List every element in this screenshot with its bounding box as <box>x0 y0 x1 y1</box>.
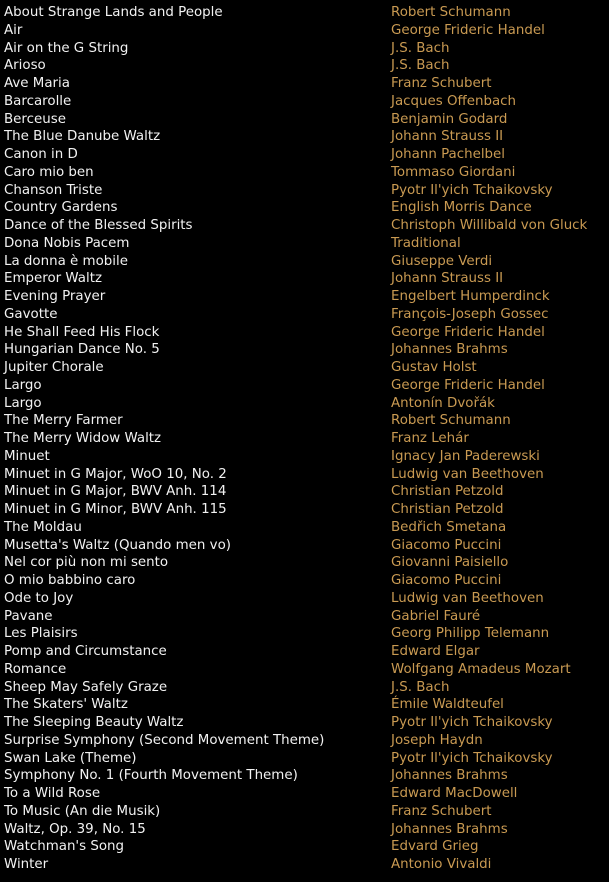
song-title: Watchman's Song <box>4 839 125 855</box>
song-title: Canon in D <box>4 147 78 162</box>
list-item <box>0 483 609 501</box>
song-composer: Antonín Dvořák <box>391 395 495 411</box>
song-title: Swan Lake (Theme) <box>4 750 137 766</box>
list-item <box>0 377 609 395</box>
song-title: Ave Maria <box>4 76 70 91</box>
song-composer: Antonio Vivaldi <box>391 857 492 872</box>
list-item <box>0 412 609 430</box>
list-item <box>0 732 609 750</box>
song-title: Waltz, Op. 39, No. 15 <box>4 821 146 837</box>
list-item <box>0 128 609 146</box>
song-title: Largo <box>4 377 42 393</box>
list-item <box>0 270 609 288</box>
song-composer: Johann Strauss II <box>391 129 504 145</box>
list-item <box>0 821 609 839</box>
song-composer: Johannes Brahms <box>391 342 508 358</box>
song-title: Hungarian Dance No. 5 <box>4 342 160 358</box>
song-composer: Christian Petzold <box>391 484 504 500</box>
song-composer: Robert Schumann <box>391 5 511 20</box>
song-composer: Johannes Brahms <box>391 768 508 784</box>
list-item <box>0 590 609 608</box>
song-composer: Christian Petzold <box>391 502 504 517</box>
song-composer: Gustav Holst <box>391 360 477 375</box>
song-composer: Edward Elgar <box>391 644 480 659</box>
list-item <box>0 395 609 413</box>
list-item <box>0 448 609 466</box>
song-title: Gavotte <box>4 306 58 322</box>
song-title: Musetta's Waltz (Quando men vo) <box>4 537 231 553</box>
song-title: The Sleeping Beauty Waltz <box>4 715 184 730</box>
song-title: About Strange Lands and People <box>4 5 223 20</box>
song-composer: J.S. Bach <box>391 679 450 695</box>
song-title: Air on the G String <box>4 40 129 56</box>
list-item <box>0 146 609 164</box>
song-title: To Music (An die Musik) <box>4 803 161 819</box>
list-item <box>0 608 609 626</box>
song-title: Country Gardens <box>4 200 118 216</box>
song-title: Emperor Waltz <box>4 271 102 287</box>
list-item <box>0 519 609 537</box>
song-composer: Christoph Willibald von Gluck <box>391 218 588 233</box>
song-title: He Shall Feed His Flock <box>4 324 160 340</box>
list-item <box>0 679 609 697</box>
song-composer: Ignacy Jan Paderewski <box>391 448 540 464</box>
list-item <box>0 40 609 58</box>
song-title: The Moldau <box>4 519 82 535</box>
song-title: Barcarolle <box>4 93 72 109</box>
song-title: Symphony No. 1 (Fourth Movement Theme) <box>4 768 298 784</box>
song-title: Caro mio ben <box>4 164 94 180</box>
song-title: Air <box>4 22 23 38</box>
list-item <box>0 537 609 555</box>
list-item <box>0 182 609 200</box>
song-composer: Traditional <box>391 235 461 251</box>
song-title: Les Plaisirs <box>4 626 78 642</box>
song-title: O mio babbino caro <box>4 573 136 588</box>
song-composer: Giuseppe Verdi <box>391 253 493 269</box>
song-composer: George Frideric Handel <box>391 377 545 393</box>
song-title: Winter <box>4 857 49 872</box>
song-title: Minuet in G Major, BWV Anh. 114 <box>4 484 227 500</box>
song-title: The Merry Farmer <box>4 413 123 429</box>
song-composer: J.S. Bach <box>391 58 450 74</box>
song-composer: Pyotr Il'yich Tchaikovsky <box>391 182 553 198</box>
song-list <box>0 4 609 874</box>
song-composer: George Frideric Handel <box>391 324 545 340</box>
list-item <box>0 199 609 217</box>
list-item <box>0 235 609 253</box>
song-title: Dance of the Blessed Spirits <box>4 218 193 233</box>
list-item <box>0 466 609 484</box>
song-composer: Giacomo Puccini <box>391 573 502 588</box>
song-composer: Giovanni Paisiello <box>391 555 509 571</box>
song-composer: Joseph Haydn <box>391 732 483 748</box>
song-title: Chanson Triste <box>4 182 103 198</box>
list-item <box>0 359 609 377</box>
list-item <box>0 111 609 129</box>
song-composer: Giacomo Puccini <box>391 537 502 553</box>
song-title: The Skaters' Waltz <box>4 697 128 713</box>
song-composer: Johannes Brahms <box>391 821 508 837</box>
song-composer: Bedřich Smetana <box>391 519 507 535</box>
list-item <box>0 625 609 643</box>
song-composer: Robert Schumann <box>391 413 511 429</box>
list-item <box>0 696 609 714</box>
list-item <box>0 714 609 732</box>
song-title: To a Wild Rose <box>4 786 101 801</box>
song-title: Nel cor più non mi sento <box>4 555 169 571</box>
song-composer: Georg Philipp Telemann <box>391 626 550 642</box>
song-title: Ode to Joy <box>4 590 74 606</box>
list-item <box>0 501 609 519</box>
song-title: Dona Nobis Pacem <box>4 235 130 251</box>
song-title: The Blue Danube Waltz <box>4 129 161 145</box>
list-item <box>0 253 609 271</box>
song-composer: Tommaso Giordani <box>391 164 516 180</box>
list-item <box>0 324 609 342</box>
list-item <box>0 341 609 359</box>
song-title: Arioso <box>4 58 46 74</box>
song-composer: Pyotr Il'yich Tchaikovsky <box>391 750 553 766</box>
song-composer: Émile Waldteufel <box>391 697 504 713</box>
list-item <box>0 554 609 572</box>
list-item <box>0 430 609 448</box>
song-composer: Edvard Grieg <box>391 839 479 855</box>
song-composer: Johann Pachelbel <box>391 147 506 162</box>
song-composer: Franz Schubert <box>391 76 492 91</box>
list-item <box>0 767 609 785</box>
list-item <box>0 164 609 182</box>
song-title: Largo <box>4 395 42 411</box>
list-item <box>0 785 609 803</box>
song-composer: Engelbert Humperdinck <box>391 289 550 304</box>
song-composer: Gabriel Fauré <box>391 608 481 624</box>
song-composer: Franz Schubert <box>391 803 492 819</box>
list-item <box>0 750 609 768</box>
song-composer: J.S. Bach <box>391 40 450 56</box>
song-title: The Merry Widow Waltz <box>4 431 162 446</box>
song-title: Minuet <box>4 448 50 464</box>
song-title: Berceuse <box>4 111 66 127</box>
list-item <box>0 661 609 679</box>
song-title: Romance <box>4 661 67 677</box>
song-title: La donna è mobile <box>4 253 128 269</box>
list-item <box>0 803 609 821</box>
song-title: Surprise Symphony (Second Movement Theme) <box>4 732 325 748</box>
song-composer: Benjamin Godard <box>391 111 508 127</box>
song-composer: English Morris Dance <box>391 200 532 216</box>
song-title: Pomp and Circumstance <box>4 644 167 659</box>
list-item <box>0 22 609 40</box>
song-composer: Jacques Offenbach <box>391 93 517 109</box>
song-composer: Ludwig van Beethoven <box>391 466 544 482</box>
list-item <box>0 838 609 856</box>
list-item <box>0 306 609 324</box>
song-composer: Ludwig van Beethoven <box>391 590 544 606</box>
list-item <box>0 75 609 93</box>
song-title: Minuet in G Minor, BWV Anh. 115 <box>4 502 227 517</box>
song-title: Evening Prayer <box>4 289 106 304</box>
list-item <box>0 57 609 75</box>
song-title: Minuet in G Major, WoO 10, No. 2 <box>4 466 227 482</box>
song-composer: Franz Lehár <box>391 431 469 446</box>
list-item <box>0 93 609 111</box>
song-composer: Pyotr Il'yich Tchaikovsky <box>391 715 553 730</box>
song-title: Pavane <box>4 608 53 624</box>
song-composer: Edward MacDowell <box>391 786 518 801</box>
list-item <box>0 217 609 235</box>
song-composer: Wolfgang Amadeus Mozart <box>391 661 571 677</box>
song-title: Jupiter Chorale <box>4 360 104 375</box>
list-item <box>0 643 609 661</box>
song-composer: Johann Strauss II <box>391 271 504 287</box>
list-item <box>0 4 609 22</box>
song-composer: George Frideric Handel <box>391 22 545 38</box>
list-item <box>0 572 609 590</box>
list-item <box>0 856 609 874</box>
song-title: Sheep May Safely Graze <box>4 679 168 695</box>
song-composer: François-Joseph Gossec <box>391 306 549 322</box>
list-item <box>0 288 609 306</box>
